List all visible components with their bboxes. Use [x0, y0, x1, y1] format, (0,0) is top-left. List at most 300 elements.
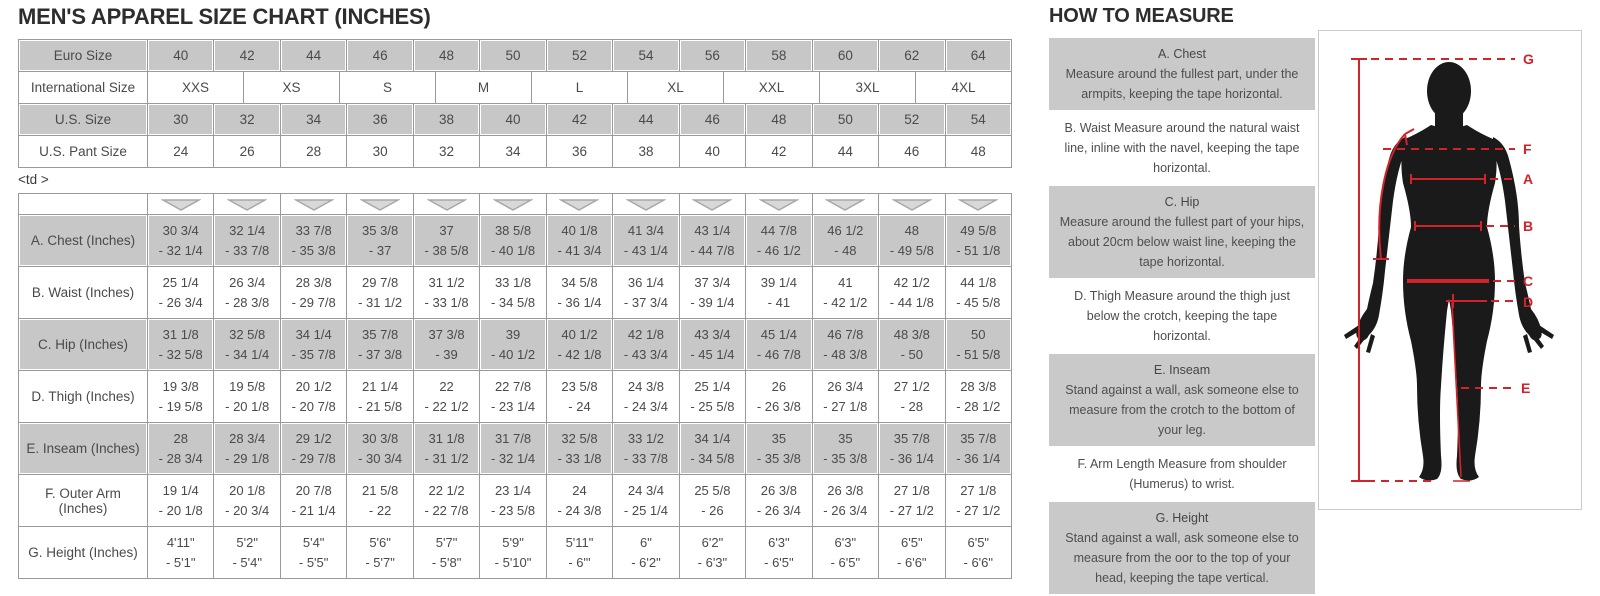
- measure-range-cell: [946, 267, 1012, 319]
- measure-range-cell: [946, 215, 1012, 267]
- size-value-cell: S: [340, 72, 436, 104]
- measure-range-cell: [879, 475, 945, 527]
- how-to-item-heading: E. Inseam: [1153, 363, 1211, 377]
- range-to: - 23 5/8: [490, 502, 536, 518]
- range-from: 49 5/8: [960, 222, 997, 238]
- figure-label-f: F: [1523, 141, 1532, 157]
- size-header-row: [19, 40, 1012, 72]
- range-from: 39 1/4: [760, 274, 797, 290]
- range-from: 36 1/4: [627, 274, 665, 290]
- triangle-down-icon: [294, 198, 334, 211]
- range-from: 32 5/8: [561, 430, 598, 446]
- figure-label-e: E: [1521, 380, 1531, 396]
- range-to: - 6'3": [697, 554, 728, 570]
- measure-range-cell: [879, 319, 945, 371]
- range-from: 34 1/4: [694, 430, 731, 446]
- range-to: - 27 1/2: [889, 502, 934, 518]
- figure-label-g: G: [1523, 51, 1534, 67]
- measure-range-cell: [281, 215, 347, 267]
- size-value-cell: L: [532, 72, 628, 104]
- triangle-down-icon: [427, 198, 467, 211]
- range-from: 31 1/2: [428, 274, 465, 290]
- triangle-down-icon: [958, 198, 998, 211]
- measure-range-cell: [414, 371, 480, 423]
- range-from: 5'2": [236, 534, 258, 550]
- measure-range-cell: [613, 527, 679, 579]
- arrow-row: [19, 194, 1012, 215]
- range-from: 28 3/8: [960, 378, 997, 394]
- arrow-cell: [946, 194, 1012, 215]
- how-to-item-heading: G. Height: [1155, 511, 1209, 525]
- range-from: 45 1/4: [760, 326, 797, 342]
- triangle-down-icon: [892, 198, 932, 211]
- figure-label-a: A: [1523, 171, 1534, 187]
- range-from: 44 7/8: [760, 222, 797, 238]
- range-to: - 28 3/4: [158, 450, 203, 466]
- range-to: - 40 1/2: [490, 346, 536, 362]
- measure-range-cell: [746, 527, 812, 579]
- measure-range-cell: [148, 371, 214, 423]
- range-from: 37: [439, 222, 454, 238]
- measure-range-cell: [547, 267, 613, 319]
- triangle-down-icon: [626, 198, 666, 211]
- stray-markup-text: <td >: [18, 172, 49, 187]
- range-from: 42 1/8: [627, 326, 665, 342]
- size-value-cell: 34: [281, 104, 347, 136]
- measure-range-cell: [347, 267, 413, 319]
- range-to: - 45 5/8: [956, 294, 1001, 310]
- how-to-item-heading: C. Hip: [1164, 195, 1200, 209]
- range-to: - 30 3/4: [358, 450, 403, 466]
- measure-row-label: A. Chest (Inches): [19, 215, 148, 267]
- range-to: - 35 3/8: [756, 450, 801, 466]
- triangle-down-icon: [360, 198, 400, 211]
- arrow-cell: [746, 194, 812, 215]
- measure-range-cell: [879, 215, 945, 267]
- range-to: - 20 1/8: [225, 398, 270, 414]
- range-to: - 19 5/8: [158, 398, 203, 414]
- range-to: - 50: [900, 346, 923, 362]
- body-silhouette: [1344, 62, 1554, 481]
- size-value-cell: 28: [281, 136, 347, 168]
- how-to-item-body: B. Waist Measure around the natural waist line, inline with the navel, keeping the tape horizontal.: [1064, 121, 1300, 175]
- triangle-down-icon: [493, 198, 533, 211]
- row-label: U.S. Pant Size: [19, 136, 148, 168]
- size-value-cell: 46: [879, 136, 945, 168]
- size-value-cell: 40: [480, 104, 546, 136]
- range-to: - 41 3/4: [557, 242, 602, 258]
- range-to: - 28 3/8: [225, 294, 270, 310]
- arrow-cell: [813, 194, 879, 215]
- size-value-cell: 40: [680, 136, 746, 168]
- measure-range-cell: [879, 527, 945, 579]
- measure-range-cell: [746, 475, 812, 527]
- measure-row-label: G. Height (Inches): [19, 527, 148, 579]
- measure-range-cell: [347, 527, 413, 579]
- row-label: Euro Size: [19, 40, 148, 72]
- size-header-table: [18, 39, 1012, 168]
- range-from: 30 3/4: [162, 222, 199, 238]
- page-title: MEN'S APPAREL SIZE CHART (INCHES): [18, 4, 431, 29]
- size-value-cell: 46: [680, 104, 746, 136]
- measure-range-cell: [613, 319, 679, 371]
- size-value-cell: 54: [946, 104, 1012, 136]
- measure-range-cell: [480, 319, 546, 371]
- range-from: 23 1/4: [494, 482, 532, 498]
- range-to: - 5'5": [298, 554, 329, 570]
- range-from: 6'2": [701, 534, 724, 550]
- arrow-cell: [148, 194, 214, 215]
- range-to: - 22 1/2: [424, 398, 469, 414]
- measure-range-cell: [148, 527, 214, 579]
- how-to-item-body: Measure around the fullest part of your hips, about 20cm below waist line, keeping the tape horizontal.: [1059, 215, 1305, 269]
- range-from: 20 7/8: [295, 482, 332, 498]
- range-to: - 21 5/8: [358, 398, 403, 414]
- range-to: - 43 1/4: [623, 242, 668, 258]
- range-from: 34 5/8: [561, 274, 598, 290]
- measure-range-cell: [547, 475, 613, 527]
- measure-range-cell: [480, 267, 546, 319]
- range-from: 38 5/8: [494, 222, 532, 238]
- range-from: 24 3/4: [627, 482, 665, 498]
- how-to-item-body: Stand against a wall, ask someone else to measure from the oor to the top of your head, keeping the tape vertical.: [1065, 531, 1299, 585]
- range-to: - 5'8": [431, 554, 462, 570]
- measure-range-cell: [547, 215, 613, 267]
- triangle-down-icon: [692, 198, 732, 211]
- how-to-item: [1049, 354, 1315, 446]
- range-from: 35 7/8: [893, 430, 930, 446]
- range-from: 48: [904, 222, 920, 238]
- range-from: 5'6": [369, 534, 391, 550]
- range-from: 26 3/4: [827, 378, 864, 394]
- measure-row-label: E. Inseam (Inches): [19, 423, 148, 475]
- size-value-cell: 52: [547, 40, 613, 72]
- range-to: - 26 3/8: [756, 398, 801, 414]
- range-to: - 45 1/4: [690, 346, 735, 362]
- size-value-cell: 44: [613, 104, 679, 136]
- range-to: - 41: [767, 294, 791, 310]
- range-to: - 26 3/4: [158, 294, 203, 310]
- measure-row: [19, 267, 1012, 319]
- range-to: - 24 3/8: [557, 502, 602, 518]
- measure-figure: [1319, 31, 1581, 509]
- range-from: 26 3/4: [229, 274, 266, 290]
- range-from: 27 1/2: [893, 378, 930, 394]
- range-from: 35: [771, 430, 787, 446]
- range-from: 25 1/4: [694, 378, 731, 394]
- range-from: 31 1/8: [428, 430, 465, 446]
- range-from: 50: [971, 326, 986, 342]
- measure-row-label: F. Outer Arm (Inches): [19, 475, 148, 527]
- how-to-item-body: Stand against a wall, ask someone else to measure from the crotch to the bottom of your leg.: [1065, 383, 1299, 437]
- range-from: 31 1/8: [162, 326, 199, 342]
- measure-range-cell: [746, 423, 812, 475]
- range-from: 6": [640, 534, 652, 550]
- arrow-cell: [347, 194, 413, 215]
- range-to: - 20 3/4: [225, 502, 270, 518]
- how-to-item-body: D. Thigh Measure around the thigh just below the crotch, keeping the tape horizontal.: [1074, 289, 1290, 343]
- figure-label-b: B: [1523, 218, 1534, 234]
- measure-range-cell: [480, 371, 546, 423]
- measure-range-cell: [214, 527, 280, 579]
- range-to: - 35 3/8: [291, 242, 336, 258]
- range-to: - 26: [701, 502, 724, 518]
- how-to-item-body: F. Arm Length Measure from shoulder (Humerus) to wrist.: [1077, 457, 1287, 491]
- measure-range-cell: [547, 319, 613, 371]
- size-value-cell: 40: [148, 40, 214, 72]
- measure-range-cell: [547, 527, 613, 579]
- range-from: 24 3/8: [627, 378, 665, 394]
- range-from: 29 1/2: [295, 430, 332, 446]
- range-to: - 46 7/8: [756, 346, 801, 362]
- how-to-item: [1049, 38, 1315, 110]
- range-to: - 36 1/4: [557, 294, 602, 310]
- measure-range-cell: [414, 267, 480, 319]
- measure-range-cell: [214, 215, 280, 267]
- measure-range-cell: [347, 319, 413, 371]
- size-measure-table: [18, 193, 1012, 579]
- size-value-cell: 38: [414, 104, 480, 136]
- range-from: 19 1/4: [162, 482, 199, 498]
- range-to: - 27 1/8: [823, 398, 868, 414]
- size-value-cell: 3XL: [820, 72, 916, 104]
- measure-range-cell: [480, 215, 546, 267]
- size-value-cell: 30: [148, 104, 214, 136]
- range-to: - 36 1/4: [956, 450, 1001, 466]
- range-from: 39: [505, 326, 521, 342]
- size-value-cell: XXL: [724, 72, 820, 104]
- size-value-cell: 42: [214, 40, 280, 72]
- measure-range-cell: [414, 527, 480, 579]
- measure-range-cell: [946, 475, 1012, 527]
- range-from: 35 7/8: [960, 430, 997, 446]
- measure-range-cell: [214, 371, 280, 423]
- range-to: - 37: [368, 242, 392, 258]
- range-to: - 29 1/8: [225, 450, 270, 466]
- range-from: 27 1/8: [960, 482, 997, 498]
- arrow-cell: [547, 194, 613, 215]
- measure-range-cell: [613, 423, 679, 475]
- how-to-item-body: Measure around the fullest part, under the armpits, keeping the tape horizontal.: [1065, 67, 1299, 101]
- size-value-cell: M: [436, 72, 532, 104]
- size-value-cell: 48: [946, 136, 1012, 168]
- range-from: 29 7/8: [362, 274, 399, 290]
- range-from: 26 3/8: [760, 482, 797, 498]
- how-to-measure-list: [1049, 38, 1315, 594]
- range-to: - 39: [435, 346, 458, 362]
- measure-range-cell: [813, 267, 879, 319]
- range-to: - 6'6": [963, 554, 994, 570]
- range-to: - 26 3/4: [756, 502, 801, 518]
- measure-range-cell: [680, 527, 746, 579]
- arrow-cell: [613, 194, 679, 215]
- range-to: - 36 1/4: [889, 450, 934, 466]
- range-from: 4'11": [166, 534, 195, 550]
- range-from: 5'9": [502, 534, 524, 550]
- measure-range-cell: [414, 319, 480, 371]
- size-value-cell: 48: [746, 104, 812, 136]
- arrow-cell: [680, 194, 746, 215]
- measure-row: [19, 423, 1012, 475]
- range-to: - 33 7/8: [623, 450, 668, 466]
- measure-range-cell: [214, 423, 280, 475]
- measure-range-cell: [680, 215, 746, 267]
- arrow-cell: [879, 194, 945, 215]
- measure-range-cell: [813, 475, 879, 527]
- how-to-item-heading: A. Chest: [1158, 47, 1206, 61]
- how-to-item: [1049, 502, 1315, 594]
- range-to: - 39 1/4: [690, 294, 735, 310]
- row-label: U.S. Size: [19, 104, 148, 136]
- range-to: - 6'5": [830, 554, 861, 570]
- measure-row: [19, 475, 1012, 527]
- measure-row: [19, 527, 1012, 579]
- range-to: - 6'5": [764, 554, 794, 570]
- range-to: - 24: [568, 398, 591, 414]
- range-to: - 49 5/8: [889, 242, 934, 258]
- measure-range-cell: [946, 371, 1012, 423]
- range-from: 37 3/4: [694, 274, 731, 290]
- measure-range-cell: [214, 267, 280, 319]
- measure-range-cell: [813, 371, 879, 423]
- measure-range-cell: [946, 319, 1012, 371]
- measure-range-cell: [148, 423, 214, 475]
- size-value-cell: 50: [480, 40, 546, 72]
- range-from: 21 1/4: [362, 378, 399, 394]
- range-to: - 24 3/4: [623, 398, 668, 414]
- size-value-cell: 44: [813, 136, 879, 168]
- measure-range-cell: [281, 371, 347, 423]
- range-to: - 33 1/8: [557, 450, 602, 466]
- range-to: - 34 5/8: [490, 294, 536, 310]
- measure-row-label: D. Thigh (Inches): [19, 371, 148, 423]
- measure-range-cell: [281, 267, 347, 319]
- range-to: - 29 7/8: [291, 294, 336, 310]
- range-from: 23 5/8: [561, 378, 598, 394]
- measure-range-cell: [480, 527, 546, 579]
- range-to: - 25 1/4: [623, 502, 668, 518]
- size-header-row: [19, 72, 1012, 104]
- measure-range-cell: [613, 215, 679, 267]
- size-value-cell: 42: [547, 104, 613, 136]
- figure-label-d: D: [1523, 294, 1534, 310]
- measure-range-cell: [347, 423, 413, 475]
- measure-range-cell: [148, 475, 214, 527]
- size-value-cell: 62: [879, 40, 945, 72]
- measure-row-label: B. Waist (Inches): [19, 267, 148, 319]
- range-from: 33 7/8: [295, 222, 332, 238]
- range-from: 33 1/8: [494, 274, 532, 290]
- range-from: 5'7": [435, 534, 458, 550]
- range-to: - 42 1/2: [823, 294, 868, 310]
- range-from: 5'11": [565, 534, 594, 550]
- measure-range-cell: [281, 319, 347, 371]
- how-to-item: [1049, 280, 1315, 352]
- range-from: 20 1/2: [295, 378, 332, 394]
- range-to: - 20 1/8: [158, 502, 203, 518]
- range-from: 28: [173, 430, 188, 446]
- range-from: 24: [572, 482, 587, 498]
- range-to: - 32 1/4: [490, 450, 536, 466]
- range-from: 22 1/2: [428, 482, 465, 498]
- range-from: 35: [838, 430, 853, 446]
- range-from: 26: [771, 378, 787, 394]
- range-from: 32 5/8: [229, 326, 266, 342]
- range-from: 30 3/8: [362, 430, 399, 446]
- measure-range-cell: [680, 475, 746, 527]
- range-to: - 5'7": [365, 554, 395, 570]
- range-to: - 25 5/8: [690, 398, 735, 414]
- figure-label-c: C: [1523, 273, 1534, 289]
- size-value-cell: 46: [347, 40, 413, 72]
- measure-range-cell: [148, 319, 214, 371]
- range-from: 22 7/8: [494, 378, 532, 394]
- range-to: - 5'4": [232, 554, 262, 570]
- row-label: International Size: [19, 72, 148, 104]
- measure-range-cell: [414, 423, 480, 475]
- measure-range-cell: [281, 475, 347, 527]
- range-to: - 32 5/8: [158, 346, 203, 362]
- range-to: - 51 5/8: [956, 346, 1001, 362]
- range-to: - 22 7/8: [424, 502, 469, 518]
- range-to: - 35 7/8: [291, 346, 336, 362]
- range-to: - 46 1/2: [756, 242, 801, 258]
- range-from: 43 3/4: [694, 326, 731, 342]
- measure-range-cell: [347, 215, 413, 267]
- measure-range-cell: [879, 267, 945, 319]
- range-from: 44 1/8: [960, 274, 997, 290]
- size-value-cell: 48: [414, 40, 480, 72]
- size-value-cell: 58: [746, 40, 812, 72]
- size-value-cell: 38: [613, 136, 679, 168]
- measure-range-cell: [680, 319, 746, 371]
- range-to: - 34 5/8: [690, 450, 735, 466]
- size-value-cell: XS: [244, 72, 340, 104]
- range-to: - 23 1/4: [490, 398, 536, 414]
- size-value-cell: 36: [547, 136, 613, 168]
- triangle-down-icon: [559, 198, 599, 211]
- arrow-cell: [480, 194, 546, 215]
- range-from: 33 1/2: [627, 430, 665, 446]
- arrow-cell: [214, 194, 280, 215]
- triangle-down-icon: [825, 198, 865, 211]
- range-from: 41: [838, 274, 853, 290]
- measure-row: [19, 319, 1012, 371]
- range-from: 40 1/8: [561, 222, 598, 238]
- range-to: - 31 1/2: [358, 294, 403, 310]
- range-to: - 28: [900, 398, 923, 414]
- range-from: 6'3": [768, 534, 790, 550]
- range-to: - 6"': [568, 554, 591, 570]
- range-from: 20 1/8: [229, 482, 266, 498]
- range-from: 46 1/2: [827, 222, 864, 238]
- measure-range-cell: [613, 267, 679, 319]
- range-from: 19 5/8: [229, 378, 266, 394]
- size-chart-section: [18, 4, 1011, 579]
- how-to-item: [1049, 112, 1315, 184]
- measure-range-cell: [946, 423, 1012, 475]
- measure-range-cell: [347, 475, 413, 527]
- measure-range-cell: [547, 371, 613, 423]
- size-value-cell: 36: [347, 104, 413, 136]
- range-to: - 42 1/8: [557, 346, 602, 362]
- range-from: 48 3/8: [893, 326, 930, 342]
- size-value-cell: XXS: [148, 72, 244, 104]
- range-from: 28 3/8: [295, 274, 332, 290]
- range-to: - 43 3/4: [623, 346, 668, 362]
- arrow-cell: [414, 194, 480, 215]
- how-to-item: [1049, 186, 1315, 278]
